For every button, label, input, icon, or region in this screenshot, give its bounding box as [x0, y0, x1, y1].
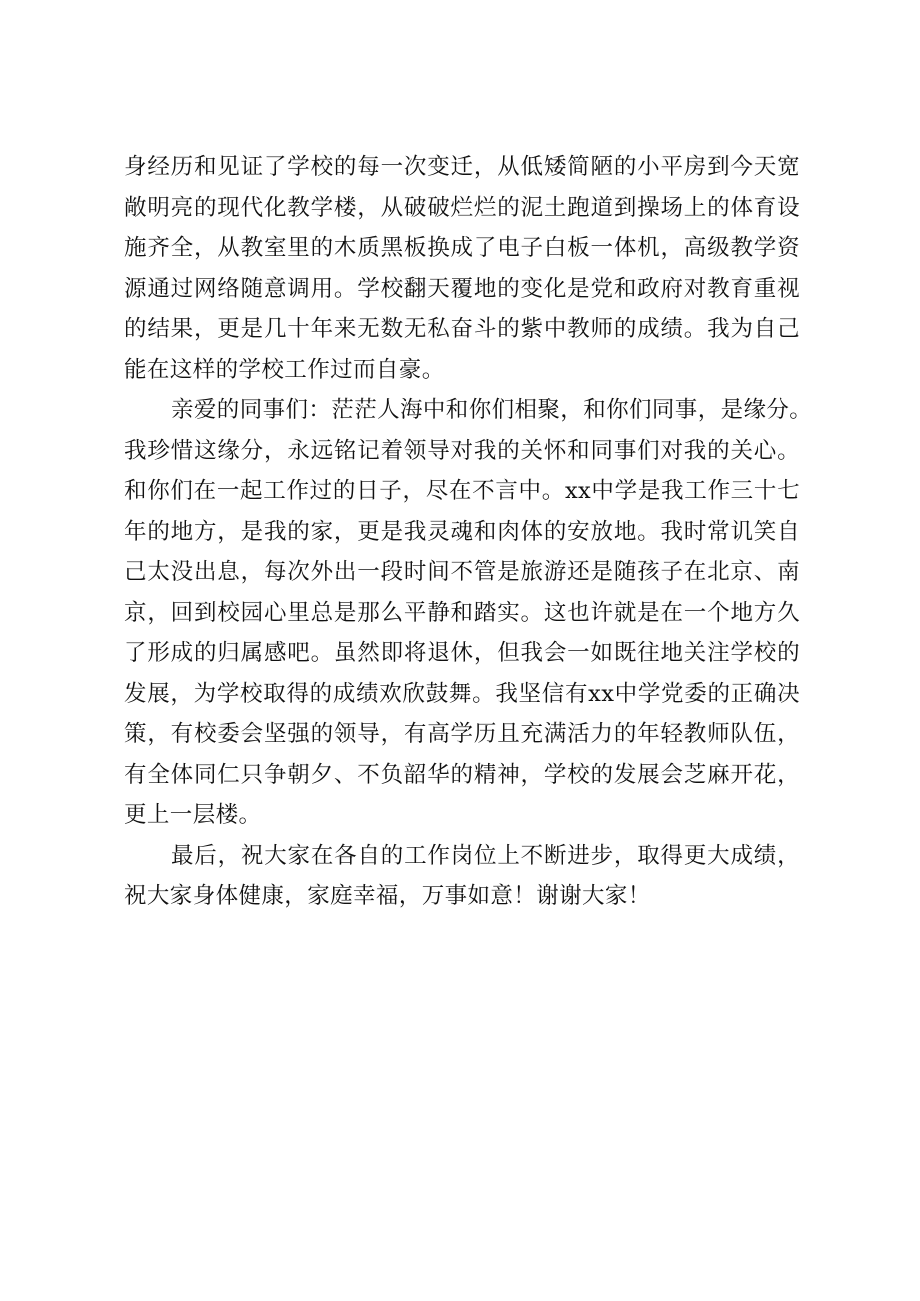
text-line: 己太没出息，每次外出一段时间不管是旅游还是随孩子在北京、南 [124, 559, 800, 585]
text-line: 京，回到校园心里总是那么平静和踏实。这也许就是在一个地方久 [124, 599, 800, 626]
text-line: 祝大家身体健康，家庭幸福，万事如意！谢谢大家！ [124, 883, 651, 909]
text-line: 我珍惜这缘分，永远铭记着领导对我的关怀和同事们对我的关心。 [124, 437, 800, 464]
text-line: 亲爱的同事们：茫茫人海中和你们相聚，和你们同事，是缘分。 [171, 397, 813, 423]
text-line: 更上一层楼。 [124, 802, 262, 828]
text-line: 策，有校委会坚强的领导，有高学历且充满活力的年轻教师队伍， [124, 721, 800, 747]
text-line: 年的地方，是我的家，更是我灵魂和肉体的安放地。我时常讥笑自 [124, 518, 800, 545]
document-body [124, 147, 813, 917]
text-line: 最后，祝大家在各自的工作岗位上不断进步，取得更大成绩， [171, 842, 800, 869]
text-line: 敞明亮的现代化教学楼，从破破烂烂的泥土跑道到操场上的体育设 [124, 194, 800, 221]
text-line: 了形成的归属感吧。虽然即将退休，但我会一如既往地关注学校的 [124, 640, 800, 666]
paragraph-3 [124, 836, 800, 917]
text-line: 发展，为学校取得的成绩欢欣鼓舞。我坚信有xx中学党委的正确决 [124, 680, 800, 707]
text-line: 的结果，更是几十年来无数无私奋斗的紫中教师的成绩。我为自己 [124, 316, 800, 342]
text-line: 有全体同仁只争朝夕、不负韶华的精神，学校的发展会芝麻开花， [124, 761, 800, 788]
text-line: 施齐全，从教室里的木质黑板换成了电子白板一体机，高级教学资 [124, 235, 800, 261]
text-line: 和你们在一起工作过的日子，尽在不言中。xx中学是我工作三十七 [124, 478, 800, 504]
text-line: 源通过网络随意调用。学校翻天覆地的变化是党和政府对教育重视 [124, 275, 800, 302]
paragraph-2 [124, 390, 813, 836]
text-line: 能在这样的学校工作过而自豪。 [124, 356, 445, 383]
paragraph-1 [124, 147, 800, 390]
text-line: 身经历和见证了学校的每一次变迁，从低矮简陋的小平房到今天宽 [124, 154, 800, 180]
